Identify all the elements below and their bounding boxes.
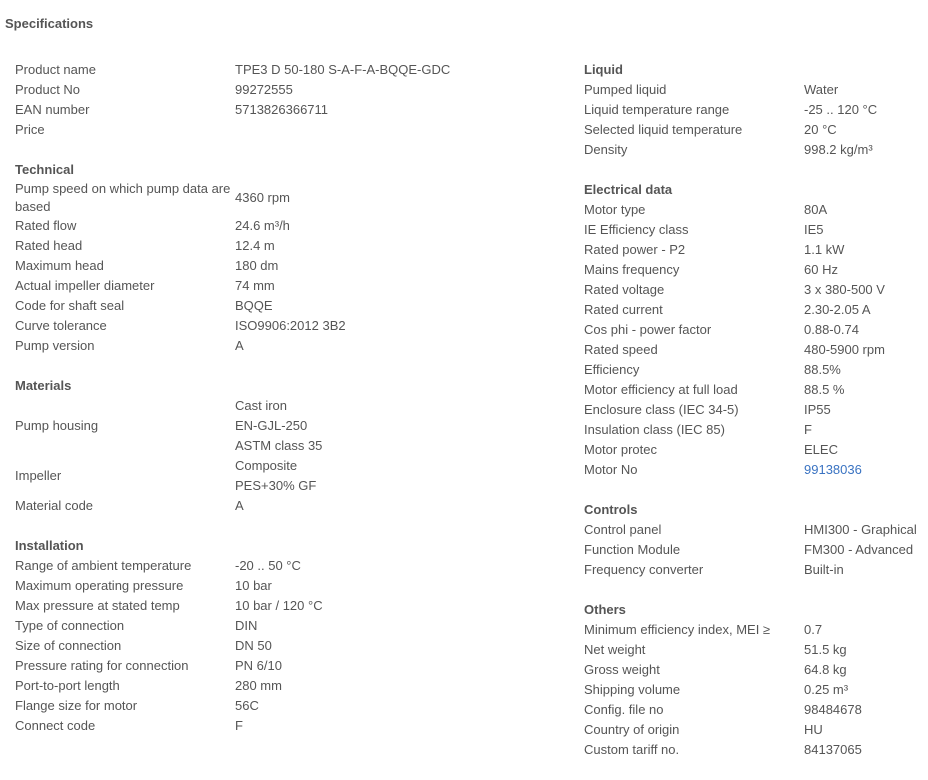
spec-label: Config. file no bbox=[584, 702, 664, 717]
spec-label: Impeller bbox=[15, 468, 62, 483]
spec-values bbox=[804, 440, 838, 460]
spec-section-installation bbox=[15, 536, 555, 736]
spec-row bbox=[15, 636, 555, 656]
spec-row bbox=[584, 200, 928, 220]
spec-label: EAN number bbox=[15, 102, 90, 117]
spec-label: Max pressure at stated temp bbox=[15, 598, 180, 613]
spec-label: Pump version bbox=[15, 338, 95, 353]
spec-value: Water bbox=[804, 82, 839, 97]
spec-values bbox=[804, 200, 827, 220]
spec-values bbox=[804, 380, 844, 400]
spec-values bbox=[235, 120, 239, 140]
spec-row bbox=[15, 596, 555, 616]
spec-label: Insulation class (IEC 85) bbox=[584, 422, 725, 437]
spec-row bbox=[584, 220, 928, 240]
spec-label: Rated power - P2 bbox=[584, 242, 686, 257]
spec-row bbox=[584, 540, 928, 560]
spec-label: Pumped liquid bbox=[584, 82, 667, 97]
spec-value: 74 mm bbox=[235, 278, 275, 293]
spec-values bbox=[804, 100, 877, 120]
spec-values bbox=[804, 460, 862, 480]
spec-row bbox=[15, 656, 555, 676]
spec-row bbox=[584, 120, 928, 140]
spec-values bbox=[804, 140, 873, 160]
spec-value: IE5 bbox=[804, 222, 824, 237]
spec-values bbox=[235, 336, 244, 356]
spec-label: Liquid temperature range bbox=[584, 102, 730, 117]
spec-label: Density bbox=[584, 142, 628, 157]
spec-values bbox=[804, 720, 823, 740]
spec-row bbox=[584, 700, 928, 720]
spec-row bbox=[15, 496, 555, 516]
spec-value: 98484678 bbox=[804, 702, 862, 717]
spec-label: Shipping volume bbox=[584, 682, 681, 697]
spec-values bbox=[804, 360, 841, 380]
spec-label: Selected liquid temperature bbox=[584, 122, 743, 137]
spec-label: Connect code bbox=[15, 718, 96, 733]
spec-row bbox=[15, 60, 555, 80]
spec-row bbox=[15, 696, 555, 716]
spec-value-link[interactable]: 99138036 bbox=[804, 462, 862, 477]
spec-label: Maximum operating pressure bbox=[15, 578, 184, 593]
spec-value: 180 dm bbox=[235, 258, 279, 273]
spec-row bbox=[15, 396, 555, 456]
spec-row bbox=[584, 400, 928, 420]
spec-row bbox=[584, 80, 928, 100]
spec-values bbox=[804, 640, 847, 660]
spec-values bbox=[235, 596, 323, 616]
spec-values bbox=[804, 420, 812, 440]
spec-values bbox=[235, 60, 450, 80]
spec-label: Control panel bbox=[584, 522, 662, 537]
spec-row bbox=[15, 276, 555, 296]
spec-values bbox=[235, 396, 322, 456]
spec-label: IE Efficiency class bbox=[584, 222, 689, 237]
spec-row bbox=[15, 716, 555, 736]
spec-value: IP55 bbox=[804, 402, 831, 417]
spec-section-materials bbox=[15, 376, 555, 516]
spec-values bbox=[235, 256, 278, 276]
spec-values bbox=[235, 276, 275, 296]
spec-row bbox=[584, 740, 928, 760]
spec-row bbox=[584, 300, 928, 320]
spec-values bbox=[804, 620, 822, 640]
spec-value: 4360 rpm bbox=[235, 190, 290, 205]
spec-value: EN-GJL-250 bbox=[235, 418, 308, 433]
spec-row bbox=[15, 120, 555, 140]
spec-value: FM300 - Advanced bbox=[804, 542, 914, 557]
spec-value: DN 50 bbox=[235, 638, 272, 653]
spec-label: Maximum head bbox=[15, 258, 104, 273]
spec-value: A bbox=[235, 338, 244, 353]
spec-value: 10 bar bbox=[235, 578, 272, 593]
section-title: Materials bbox=[15, 378, 72, 393]
spec-row bbox=[584, 460, 928, 480]
spec-row bbox=[584, 620, 928, 640]
spec-value: DIN bbox=[235, 618, 258, 633]
spec-value bbox=[235, 120, 239, 140]
spec-values bbox=[235, 616, 257, 636]
spec-value: 0.25 m³ bbox=[804, 682, 849, 697]
spec-value: 480-5900 rpm bbox=[804, 342, 885, 357]
spec-value: 88.5 % bbox=[804, 382, 845, 397]
spec-label: Country of origin bbox=[584, 722, 680, 737]
spec-row bbox=[584, 520, 928, 540]
spec-value: 88.5% bbox=[804, 362, 841, 377]
spec-value: 3 x 380-500 V bbox=[804, 282, 885, 297]
spec-values bbox=[804, 680, 848, 700]
spec-values bbox=[804, 220, 824, 240]
spec-value: 99272555 bbox=[235, 82, 293, 97]
spec-values bbox=[235, 188, 290, 208]
spec-label: Code for shaft seal bbox=[15, 298, 125, 313]
spec-values bbox=[235, 100, 328, 120]
spec-values bbox=[235, 656, 282, 676]
spec-label: Mains frequency bbox=[584, 262, 680, 277]
spec-values bbox=[804, 540, 913, 560]
spec-label: Pump speed on which pump data are based bbox=[15, 181, 231, 214]
spec-row bbox=[584, 420, 928, 440]
spec-value: -25 .. 120 °C bbox=[804, 102, 878, 117]
section-title: Technical bbox=[15, 162, 75, 177]
spec-row bbox=[15, 296, 555, 316]
section-title: Others bbox=[584, 602, 626, 617]
spec-values bbox=[804, 660, 847, 680]
spec-value: Composite bbox=[235, 458, 298, 473]
spec-value: HU bbox=[804, 722, 823, 737]
spec-label: Motor protec bbox=[584, 442, 657, 457]
spec-value: 0.88-0.74 bbox=[804, 322, 859, 337]
spec-values bbox=[235, 696, 259, 716]
spec-label: Range of ambient temperature bbox=[15, 558, 192, 573]
spec-row bbox=[584, 360, 928, 380]
spec-row bbox=[584, 680, 928, 700]
spec-label: Flange size for motor bbox=[15, 698, 138, 713]
spec-value: 0.7 bbox=[804, 622, 823, 637]
spec-value: 5713826366711 bbox=[235, 102, 329, 117]
spec-row bbox=[15, 616, 555, 636]
spec-value: 2.30-2.05 A bbox=[804, 302, 871, 317]
spec-value: F bbox=[804, 422, 812, 437]
spec-values bbox=[804, 700, 862, 720]
spec-values bbox=[804, 120, 837, 140]
spec-values bbox=[804, 320, 859, 340]
spec-row bbox=[584, 100, 928, 120]
left-spec-column bbox=[15, 60, 555, 756]
spec-values bbox=[235, 496, 244, 516]
spec-values bbox=[804, 280, 885, 300]
spec-row bbox=[584, 320, 928, 340]
spec-section-electrical-data bbox=[584, 180, 928, 480]
spec-values bbox=[235, 716, 243, 736]
spec-values bbox=[235, 456, 316, 496]
spec-label: Product name bbox=[15, 62, 96, 77]
spec-label: Pressure rating for connection bbox=[15, 658, 189, 673]
spec-value: 24.6 m³/h bbox=[235, 218, 290, 233]
spec-value: ASTM class 35 bbox=[235, 438, 323, 453]
spec-row bbox=[584, 440, 928, 460]
spec-values bbox=[235, 576, 272, 596]
spec-value: 280 mm bbox=[235, 678, 282, 693]
spec-row bbox=[15, 256, 555, 276]
spec-label: Price bbox=[15, 122, 45, 137]
spec-label: Rated voltage bbox=[584, 282, 665, 297]
spec-label: Frequency converter bbox=[584, 562, 704, 577]
spec-label: Motor efficiency at full load bbox=[584, 382, 738, 397]
spec-label: Rated speed bbox=[584, 342, 658, 357]
spec-label: Product No bbox=[15, 82, 81, 97]
spec-row bbox=[15, 216, 555, 236]
spec-values bbox=[804, 520, 917, 540]
spec-label: Function Module bbox=[584, 542, 681, 557]
spec-row bbox=[584, 660, 928, 680]
page-title: Specifications bbox=[5, 16, 94, 31]
spec-value: 64.8 kg bbox=[804, 662, 847, 677]
spec-label: Rated head bbox=[15, 238, 83, 253]
spec-label: Type of connection bbox=[15, 618, 125, 633]
spec-value: A bbox=[235, 498, 244, 513]
spec-section-technical bbox=[15, 160, 555, 356]
spec-values bbox=[804, 560, 844, 580]
spec-value: F bbox=[235, 718, 243, 733]
spec-value: Built-in bbox=[804, 562, 844, 577]
spec-values bbox=[235, 80, 293, 100]
spec-value: 12.4 m bbox=[235, 238, 275, 253]
spec-values bbox=[804, 740, 862, 760]
spec-row bbox=[584, 260, 928, 280]
spec-values bbox=[804, 340, 885, 360]
spec-label: Cos phi - power factor bbox=[584, 322, 712, 337]
spec-row bbox=[15, 576, 555, 596]
section-title: Liquid bbox=[584, 62, 623, 77]
spec-row bbox=[584, 240, 928, 260]
spec-row bbox=[15, 180, 555, 216]
spec-value: PES+30% GF bbox=[235, 478, 317, 493]
spec-label: Pump housing bbox=[15, 418, 99, 433]
spec-row bbox=[584, 380, 928, 400]
spec-values bbox=[235, 636, 272, 656]
spec-value: 998.2 kg/m³ bbox=[804, 142, 873, 157]
spec-value: ISO9906:2012 3B2 bbox=[235, 318, 346, 333]
spec-row bbox=[584, 720, 928, 740]
spec-label: Port-to-port length bbox=[15, 678, 120, 693]
spec-label: Efficiency bbox=[584, 362, 640, 377]
spec-value: 84137065 bbox=[804, 742, 862, 757]
spec-values bbox=[235, 296, 273, 316]
spec-value: Cast iron bbox=[235, 398, 288, 413]
spec-values bbox=[235, 236, 275, 256]
spec-row bbox=[584, 340, 928, 360]
spec-value: 51.5 kg bbox=[804, 642, 847, 657]
spec-label: Material code bbox=[15, 498, 94, 513]
spec-value: 20 °C bbox=[804, 122, 837, 137]
spec-row bbox=[15, 456, 555, 496]
spec-row bbox=[584, 640, 928, 660]
spec-values bbox=[235, 316, 346, 336]
spec-values bbox=[804, 260, 838, 280]
spec-label: Minimum efficiency index, MEI ≥ bbox=[584, 622, 771, 637]
spec-values bbox=[804, 400, 831, 420]
section-title: Controls bbox=[584, 502, 638, 517]
section-title: Electrical data bbox=[584, 182, 673, 197]
spec-label: Rated current bbox=[584, 302, 663, 317]
spec-values bbox=[235, 676, 282, 696]
spec-row bbox=[15, 676, 555, 696]
spec-value: TPE3 D 50-180 S-A-F-A-BQQE-GDC bbox=[235, 62, 451, 77]
spec-label: Rated flow bbox=[15, 218, 77, 233]
spec-value: PN 6/10 bbox=[235, 658, 282, 673]
spec-label: Enclosure class (IEC 34-5) bbox=[584, 402, 739, 417]
spec-section-general bbox=[15, 60, 555, 140]
spec-row bbox=[584, 560, 928, 580]
spec-value: ELEC bbox=[804, 442, 838, 457]
spec-values bbox=[235, 216, 290, 236]
spec-values bbox=[804, 300, 871, 320]
spec-section-others bbox=[584, 600, 928, 760]
spec-section-liquid bbox=[584, 60, 928, 160]
spec-value: 1.1 kW bbox=[804, 242, 845, 257]
spec-value: 80A bbox=[804, 202, 828, 217]
spec-label: Custom tariff no. bbox=[584, 742, 680, 757]
spec-label: Motor type bbox=[584, 202, 646, 217]
spec-value: -20 .. 50 °C bbox=[235, 558, 301, 573]
spec-value: BQQE bbox=[235, 298, 273, 313]
spec-row bbox=[15, 100, 555, 120]
spec-section-controls bbox=[584, 500, 928, 580]
spec-value: 60 Hz bbox=[804, 262, 838, 277]
right-spec-column bbox=[584, 60, 928, 780]
spec-values bbox=[804, 240, 844, 260]
spec-row bbox=[584, 280, 928, 300]
spec-value: HMI300 - Graphical bbox=[804, 522, 917, 537]
spec-value: 56C bbox=[235, 698, 259, 713]
spec-label: Gross weight bbox=[584, 662, 660, 677]
spec-label: Curve tolerance bbox=[15, 318, 107, 333]
section-title: Installation bbox=[15, 538, 84, 553]
spec-value: 10 bar / 120 °C bbox=[235, 598, 323, 613]
spec-values bbox=[804, 80, 838, 100]
spec-row bbox=[15, 336, 555, 356]
spec-values bbox=[235, 556, 301, 576]
spec-row bbox=[584, 140, 928, 160]
spec-row bbox=[15, 80, 555, 100]
spec-row bbox=[15, 316, 555, 336]
spec-row bbox=[15, 556, 555, 576]
spec-row bbox=[15, 236, 555, 256]
spec-label: Size of connection bbox=[15, 638, 122, 653]
spec-label: Motor No bbox=[584, 462, 638, 477]
spec-label: Actual impeller diameter bbox=[15, 278, 155, 293]
spec-label: Net weight bbox=[584, 642, 646, 657]
